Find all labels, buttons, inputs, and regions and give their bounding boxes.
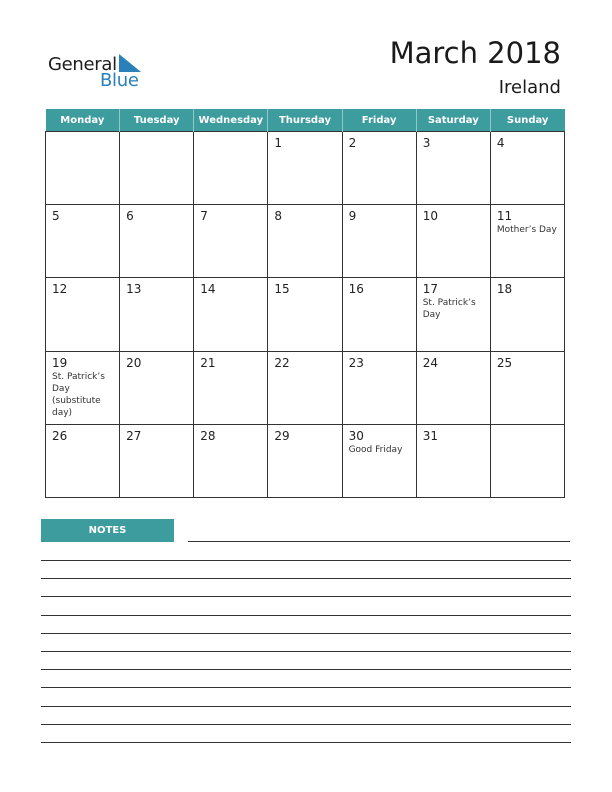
day-number: 14 — [200, 282, 216, 297]
calendar-day-cell — [490, 205, 564, 278]
day-number: 2 — [348, 136, 357, 150]
day-number: 25 — [496, 355, 513, 370]
notes-line — [41, 669, 571, 670]
country-name: Ireland — [498, 77, 561, 98]
calendar-day-cell — [120, 205, 194, 278]
calendar-day-cell — [268, 351, 342, 424]
day-number: 5 — [52, 209, 60, 224]
day-number: 16 — [348, 282, 364, 297]
page-title: March 2018 — [389, 36, 561, 70]
calendar-day-cell — [46, 424, 120, 497]
calendar-day-cell — [268, 278, 342, 351]
day-number: 1 — [274, 136, 283, 150]
calendar-week-row — [46, 278, 565, 351]
day-number: 26 — [52, 428, 68, 443]
calendar-day-cell — [194, 205, 268, 278]
brand-word-blue: Blue — [100, 70, 139, 91]
day-number: 31 — [422, 428, 438, 443]
day-number: 12 — [52, 282, 68, 297]
day-number: 13 — [126, 282, 142, 297]
notes-line — [41, 742, 571, 743]
calendar-day-cell — [46, 205, 120, 278]
calendar-week-row — [46, 205, 565, 278]
day-number: 9 — [348, 209, 357, 224]
day-number: 30 — [348, 428, 364, 443]
notes-line — [41, 560, 571, 561]
calendar-day-cell — [268, 132, 342, 205]
calendar-day-cell — [46, 351, 120, 424]
holiday-label: Mother’s Day — [496, 225, 557, 236]
weekday-thursday: Thursday — [268, 109, 342, 132]
brand-word-general: General — [48, 54, 117, 75]
day-number: 6 — [126, 209, 134, 224]
notes-line — [41, 651, 571, 652]
calendar-day-cell — [342, 424, 416, 497]
notes-line — [41, 687, 571, 688]
calendar-day-cell — [416, 278, 490, 351]
holiday-label: Good Friday — [348, 444, 403, 455]
notes-line — [41, 633, 571, 634]
day-number: 11 — [496, 209, 513, 224]
weekday-friday: Friday — [342, 109, 416, 132]
weekday-saturday: Saturday — [416, 109, 490, 132]
notes-line — [41, 615, 571, 616]
calendar-day-cell — [194, 424, 268, 497]
calendar-day-cell — [490, 132, 564, 205]
weekday-sunday: Sunday — [490, 109, 564, 132]
calendar-day-cell — [490, 278, 564, 351]
day-number: 23 — [348, 355, 364, 370]
notes-line — [41, 724, 571, 725]
calendar-day-cell — [120, 278, 194, 351]
calendar-day-cell — [268, 205, 342, 278]
day-number: 29 — [274, 428, 290, 443]
calendar-day-cell — [46, 278, 120, 351]
calendar-week-row — [46, 424, 565, 497]
calendar-day-cell — [342, 278, 416, 351]
calendar-grid — [45, 109, 565, 498]
calendar-day-cell — [490, 351, 564, 424]
day-number: 19 — [52, 355, 68, 370]
holiday-label: St. Patrick’s Day — [422, 298, 476, 321]
notes-line — [41, 596, 571, 597]
day-number: 4 — [496, 136, 505, 150]
calendar-day-cell — [416, 424, 490, 497]
calendar-day-cell — [120, 351, 194, 424]
notes-line — [41, 578, 571, 579]
calendar-day-cell — [342, 205, 416, 278]
weekday-header-row — [46, 109, 565, 132]
calendar-day-cell — [194, 278, 268, 351]
day-number: 22 — [274, 355, 290, 370]
day-number: 27 — [126, 428, 142, 443]
calendar-day-cell — [194, 351, 268, 424]
calendar-day-cell — [416, 351, 490, 424]
day-number: 8 — [274, 209, 283, 224]
day-number: 7 — [200, 209, 208, 224]
calendar-week-row — [46, 132, 565, 205]
holiday-label: St. Patrick’s Day (substitute day) — [52, 371, 105, 418]
day-number: 28 — [200, 428, 216, 443]
calendar-day-cell — [46, 132, 120, 205]
day-number: 18 — [496, 282, 513, 297]
day-number: 10 — [422, 209, 438, 224]
calendar-day-cell — [120, 132, 194, 205]
calendar-day-cell — [120, 424, 194, 497]
day-number: 21 — [200, 355, 216, 370]
day-number: 3 — [422, 136, 431, 150]
day-number: 17 — [422, 282, 438, 297]
calendar-week-row — [46, 351, 565, 424]
calendar-day-cell — [342, 132, 416, 205]
calendar-day-cell — [194, 132, 268, 205]
calendar-day-cell — [416, 205, 490, 278]
calendar-day-cell — [342, 351, 416, 424]
day-number: 24 — [422, 355, 438, 370]
notes-label: NOTES — [41, 519, 174, 542]
weekday-wednesday: Wednesday — [194, 109, 268, 132]
calendar-day-cell — [416, 132, 490, 205]
weekday-monday: Monday — [46, 109, 120, 132]
notes-title-line — [188, 541, 570, 542]
brand-logo — [48, 52, 158, 92]
weekday-tuesday: Tuesday — [120, 109, 194, 132]
notes-line — [41, 706, 571, 707]
day-number: 15 — [274, 282, 290, 297]
day-number: 20 — [126, 355, 142, 370]
calendar-day-cell — [268, 424, 342, 497]
calendar-day-cell — [490, 424, 564, 497]
